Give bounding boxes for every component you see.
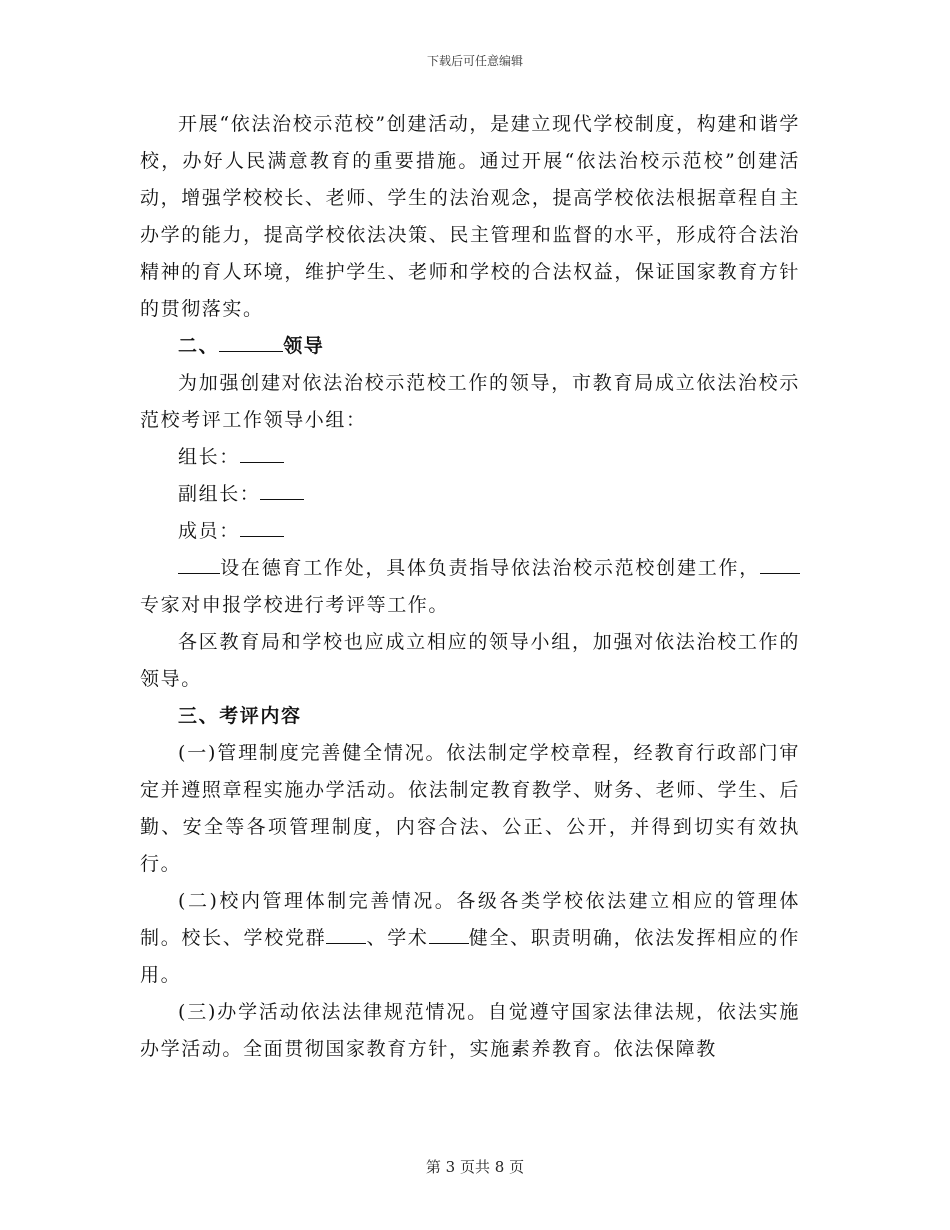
evaluation-2-text-a: (二)校内管理体制完善情况。各级各类学校依法建立相应的管理体制。校长、学校党群 (140, 890, 800, 949)
members-label: 成员： (178, 520, 240, 542)
paragraph-district: 各区教育局和学校也应成立相应的领导小组，加强对依法治校工作的领导。 (140, 631, 800, 690)
paragraph-leadership: 为加强创建对依法治校示范校工作的领导，市教育局成立依法治校示范校考评工作领导小组： (140, 372, 800, 431)
office-text-b: 专家对申报学校进行考评等工作。 (140, 594, 450, 616)
document-body (140, 106, 800, 1068)
fill-blank (219, 329, 283, 352)
academic-blank (429, 921, 469, 944)
office-blank (178, 551, 220, 574)
evaluation-2-text-c: 健全、职责明确，依法发挥相应的作用。 (140, 927, 800, 986)
members-line (140, 513, 800, 550)
deputy-leader-line (140, 476, 800, 513)
section-heading-leadership (140, 328, 800, 365)
evaluation-2-text-b: 、学术 (366, 927, 429, 949)
section-heading-evaluation: 三、考评内容 (178, 705, 302, 727)
page-header-note: 下载后可任意编辑 (426, 54, 523, 68)
section-heading-number: 二、 (178, 335, 220, 357)
paragraph-evaluation-3: (三)办学活动依法法律规范情况。自觉遵守国家法律法规，依法实施办学活动。全面贯彻国家教育方针，实施素养教育。依法保障教 (140, 1001, 800, 1060)
paragraph-intro: 开展“依法治校示范校”创建活动，是建立现代学校制度，构建和谐学校，办好人民满意教育的重要措施。通过开展“依法治校示范校”创建活动，增强学校校长、老师、学生的法治观念，提高学校依法根据章程自主办学的能力，提高学校依法决策、民主管理和监督的水平，形成符合法治精神的育人环境，维护学生、老师和学校的合法权益，保证国家教育方针的贯彻落实。 (140, 113, 800, 320)
deputy-leader-label: 副组长： (178, 483, 261, 505)
page-number: 第 3 页共 8 页 (425, 1158, 525, 1176)
party-blank (326, 921, 366, 944)
deputy-leader-blank (260, 477, 304, 500)
office-text-a: 设在德育工作处，具体负责指导依法治校示范校创建工作， (220, 557, 760, 579)
leader-blank (240, 440, 284, 463)
leader-label: 组长： (178, 446, 240, 468)
paragraph-evaluation-2 (140, 883, 800, 994)
expert-blank (760, 551, 800, 574)
paragraph-evaluation-1: (一)管理制度完善健全情况。依法制定学校章程，经教育行政部门审定并遵照章程实施办学活动。依法制定教育教学、财务、老师、学生、后勤、安全等各项管理制度，内容合法、公正、公开，并得到切实有效执行。 (140, 742, 800, 875)
paragraph-office (140, 550, 800, 624)
section-heading-text: 领导 (283, 335, 325, 357)
leader-line (140, 439, 800, 476)
members-blank (240, 514, 284, 537)
